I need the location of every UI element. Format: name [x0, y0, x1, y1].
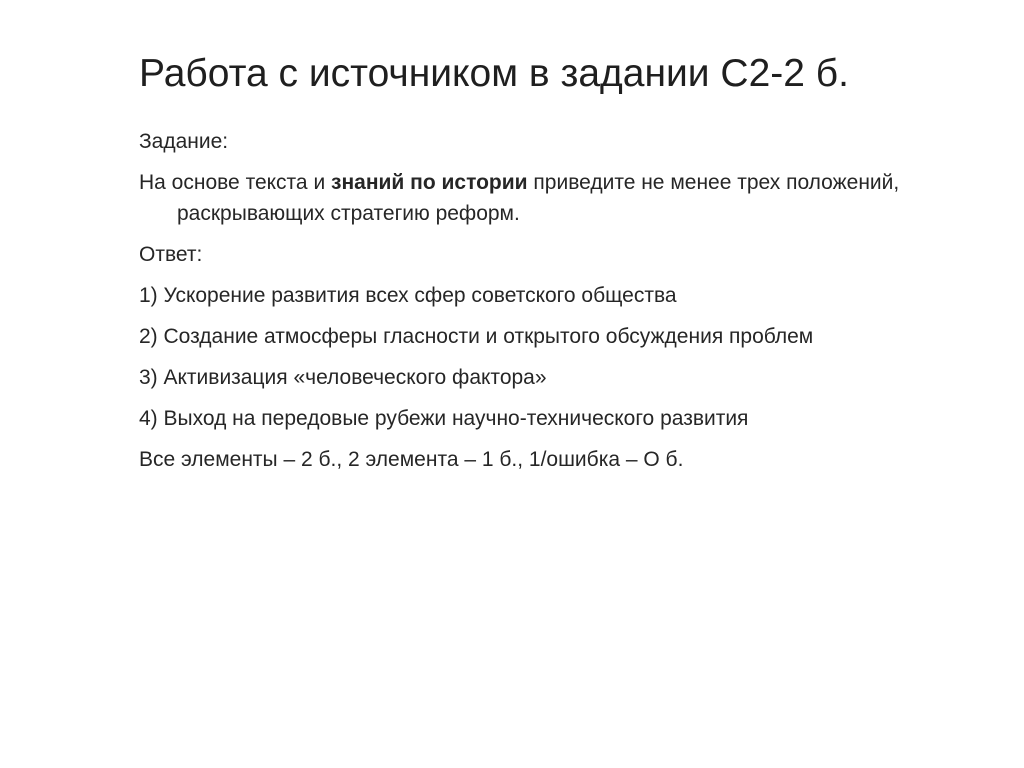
slide-title: Работа с источником в задании С2-2 б.	[139, 52, 849, 95]
scoring-text: Все элементы – 2 б., 2 элемента – 1 б., 1/ошибка – О б.	[139, 448, 684, 471]
task-text-part1: На основе текста и	[139, 171, 332, 194]
answer-label: Ответ:	[139, 243, 203, 266]
task-text-part2: приведите не менее трех положений, раскрывающих стратегию реформ.	[177, 171, 900, 225]
task-label: Задание:	[139, 130, 229, 153]
task-text	[139, 167, 939, 229]
answer-item-4: 4) Выход на передовые рубежи научно-технического развития	[139, 407, 749, 430]
answer-item-2: 2) Создание атмосферы гласности и открытого обсуждения проблем	[139, 325, 814, 348]
answer-item-1: 1) Ускорение развития всех сфер советского общества	[139, 284, 677, 307]
task-text-bold: знаний по истории	[331, 171, 528, 194]
slide-body	[139, 126, 939, 485]
answer-item-3: 3) Активизация «человеческого фактора»	[139, 366, 547, 389]
